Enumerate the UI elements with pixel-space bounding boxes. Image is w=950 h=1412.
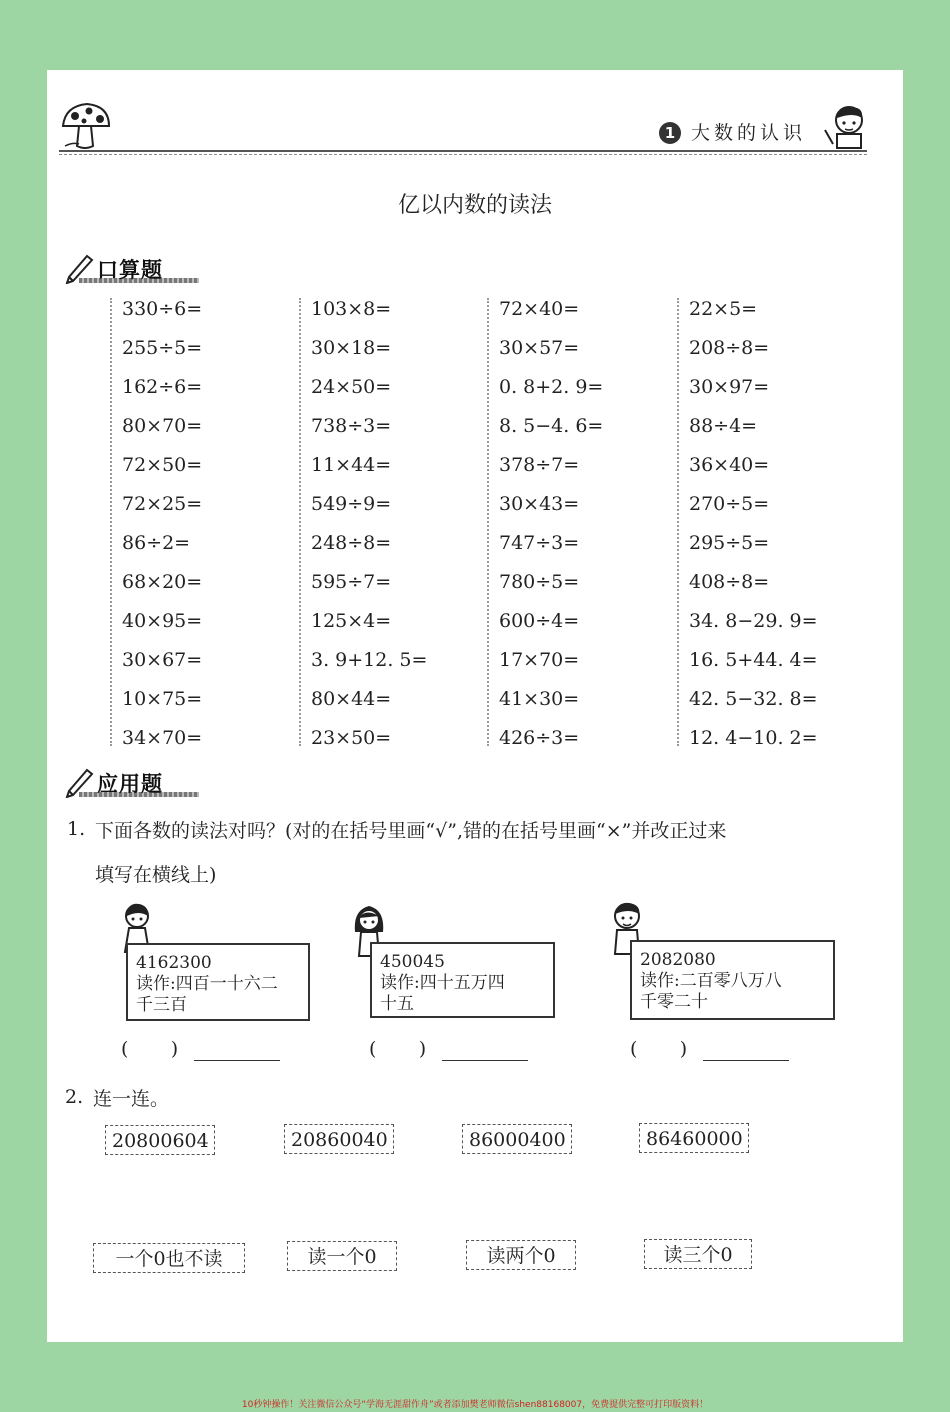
calc-item: 378÷7=	[499, 454, 580, 476]
reading-card-1	[126, 943, 310, 1021]
reading-text-cont: 千三百	[136, 995, 187, 1015]
reading-text-cont: 十五	[380, 994, 414, 1014]
section-mental-math	[65, 254, 205, 286]
calc-item: 11×44=	[311, 454, 392, 476]
reading-number: 2082080	[640, 950, 716, 970]
calc-item: 30×67=	[122, 649, 203, 671]
number-card-1[interactable]: 20800604	[105, 1125, 215, 1155]
calc-item: 255÷5=	[122, 337, 203, 359]
calc-item: 30×43=	[499, 493, 580, 515]
calc-item: 17×70=	[499, 649, 580, 671]
header-divider-dashed	[59, 154, 867, 155]
reading-card-2	[370, 942, 555, 1018]
question-2-number: 2.	[65, 1086, 84, 1108]
number-card-3[interactable]: 86000400	[462, 1124, 572, 1154]
calc-item: 72×25=	[122, 493, 203, 515]
number-card-2[interactable]: 20860040	[284, 1124, 394, 1154]
question-1-number: 1.	[67, 818, 86, 840]
calc-item: 30×57=	[499, 337, 580, 359]
promo-footer: 10秒钟操作！关注微信公众号“学海无涯甜作舟”或者添加樊老师微信shen88168007，免费提供完整可打印版资料！	[241, 1400, 709, 1410]
answer-blank-2[interactable]	[442, 1060, 528, 1061]
page-title: 亿以内数的读法	[397, 193, 552, 218]
reading-text-cont: 千零二十	[640, 992, 708, 1012]
worksheet-page	[47, 70, 903, 1342]
calc-item: 408÷8=	[689, 571, 770, 593]
rule-card-1[interactable]: 一个0也不读	[93, 1243, 245, 1273]
calc-item: 72×40=	[499, 298, 580, 320]
calc-item: 10×75=	[122, 688, 203, 710]
reading-text: 读作:二百零八万八	[640, 971, 782, 991]
boy-reading-icon	[823, 100, 873, 152]
calc-item: 80×44=	[311, 688, 392, 710]
answer-paren-3[interactable]: ( )	[630, 1038, 688, 1060]
calc-item: 8. 5−4. 6=	[499, 415, 604, 437]
section-label: 口算题	[97, 258, 163, 282]
calc-item: 3. 9+12. 5=	[311, 649, 428, 671]
calc-item: 86÷2=	[122, 532, 191, 554]
answer-blank-1[interactable]	[194, 1060, 280, 1061]
calc-item: 103×8=	[311, 298, 392, 320]
calc-column-1	[110, 298, 292, 749]
calc-item: 68×20=	[122, 571, 203, 593]
question-1-text: 下面各数的读法对吗？(对的在括号里画“√”,错的在括号里画“×”并改正过来	[95, 820, 727, 842]
calc-item: 22×5=	[689, 298, 758, 320]
calc-item: 295÷5=	[689, 532, 770, 554]
calc-item: 208÷8=	[689, 337, 770, 359]
calc-item: 41×30=	[499, 688, 580, 710]
calc-column-4	[677, 298, 859, 749]
calc-item: 16. 5+44. 4=	[689, 649, 818, 671]
unit-number-badge: 1	[659, 122, 681, 144]
calc-item: 600÷4=	[499, 610, 580, 632]
calc-item: 248÷8=	[311, 532, 392, 554]
unit-title: 大数的认识	[691, 122, 807, 144]
calc-item: 30×18=	[311, 337, 392, 359]
calc-item: 24×50=	[311, 376, 392, 398]
calc-item: 42. 5−32. 8=	[689, 688, 818, 710]
mushroom-icon	[59, 100, 111, 152]
reading-text: 读作:四十五万四	[380, 973, 505, 993]
calc-item: 80×70=	[122, 415, 203, 437]
calc-item: 0. 8+2. 9=	[499, 376, 604, 398]
calc-item: 738÷3=	[311, 415, 392, 437]
calc-item: 162÷6=	[122, 376, 203, 398]
calc-item: 747÷3=	[499, 532, 580, 554]
calc-item: 34×70=	[122, 727, 203, 749]
header-divider	[59, 150, 867, 152]
calc-item: 595÷7=	[311, 571, 392, 593]
calc-item: 88÷4=	[689, 415, 758, 437]
calc-column-2	[299, 298, 481, 749]
rule-card-4[interactable]: 读三个0	[644, 1239, 752, 1269]
calc-item: 72×50=	[122, 454, 203, 476]
calc-item: 270÷5=	[689, 493, 770, 515]
question-2-text: 连一连。	[93, 1088, 170, 1110]
calc-item: 36×40=	[689, 454, 770, 476]
reading-card-3	[630, 940, 835, 1020]
answer-paren-2[interactable]: ( )	[369, 1038, 427, 1060]
calc-item: 34. 8−29. 9=	[689, 610, 818, 632]
question-1-text-cont: 填写在横线上)	[95, 864, 217, 886]
rule-card-3[interactable]: 读两个0	[466, 1240, 576, 1270]
calc-item: 23×50=	[311, 727, 392, 749]
calc-item: 780÷5=	[499, 571, 580, 593]
section-label: 应用题	[97, 772, 163, 796]
reading-number: 4162300	[136, 953, 212, 973]
calc-item: 30×97=	[689, 376, 770, 398]
calc-item: 40×95=	[122, 610, 203, 632]
answer-paren-1[interactable]: ( )	[121, 1038, 179, 1060]
calc-column-3	[487, 298, 669, 749]
reading-text: 读作:四百一十六二	[136, 974, 278, 994]
section-application	[65, 768, 205, 800]
calc-item: 330÷6=	[122, 298, 203, 320]
calc-item: 549÷9=	[311, 493, 392, 515]
answer-blank-3[interactable]	[703, 1060, 789, 1061]
calc-item: 12. 4−10. 2=	[689, 727, 818, 749]
reading-number: 450045	[380, 952, 445, 972]
number-card-4[interactable]: 86460000	[639, 1123, 749, 1153]
rule-card-2[interactable]: 读一个0	[287, 1241, 397, 1271]
calc-item: 125×4=	[311, 610, 392, 632]
calc-item: 426÷3=	[499, 727, 580, 749]
